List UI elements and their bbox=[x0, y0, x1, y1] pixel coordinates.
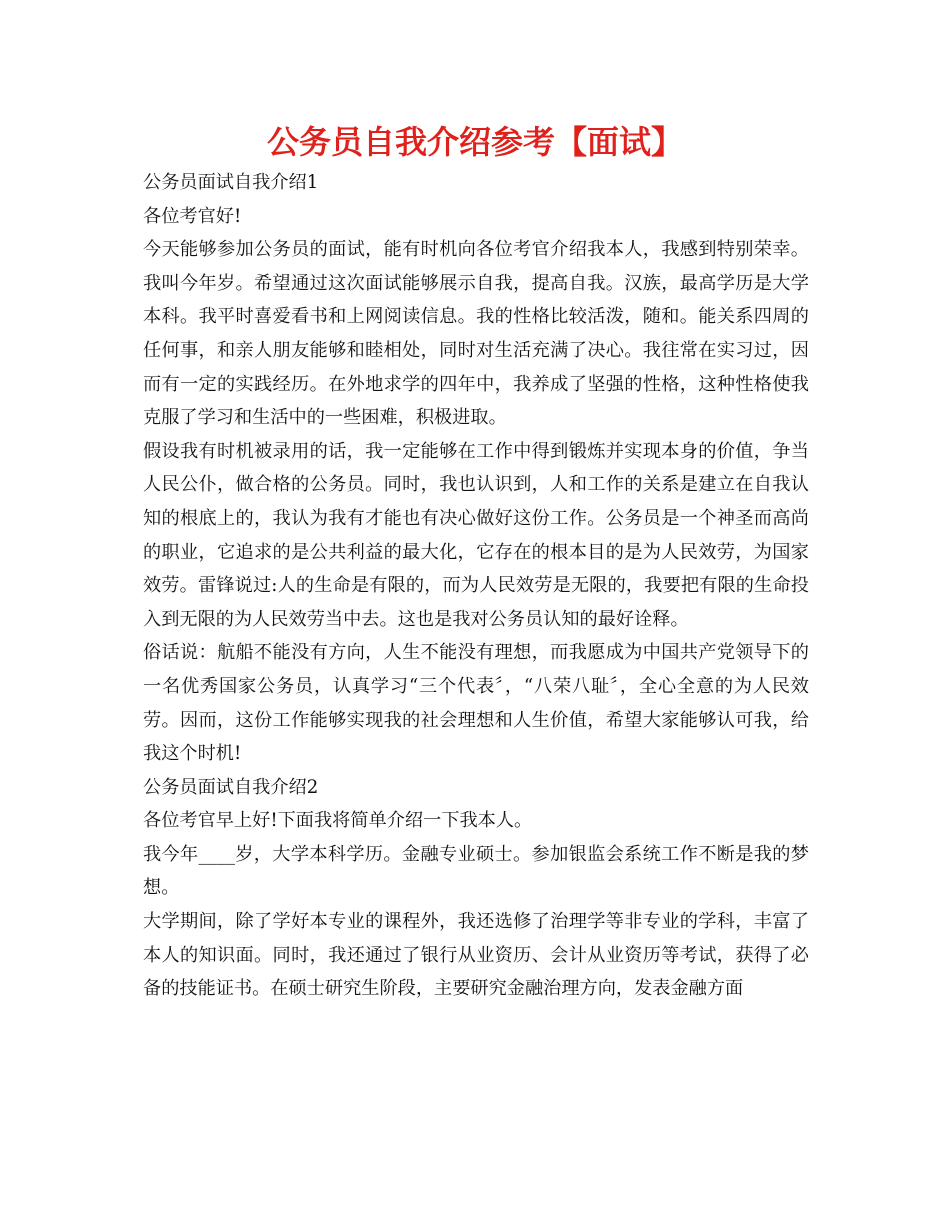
document-body bbox=[143, 166, 809, 1006]
body-paragraph: 大学期间，除了学好本专业的课程外，我还选修了治理学等非专业的学科，丰富了本人的知识面。同时，我还通过了银行从业资历、会计从业资历等考试，获得了必备的技能证书。在硕士研究生阶段，主要研究金融治理方向，发表金融方面 bbox=[143, 911, 809, 1000]
section-heading-1: 公务员面试自我介绍1 bbox=[143, 172, 319, 193]
body-paragraph: 俗话说：航船不能没有方向，人生不能没有理想，而我愿成为中国共产党领导下的一名优秀国家公务员，认真学习“三个代表〞，“八荣八耻〞，全心全意的为人民效劳。因而，这份工作能够实现我的社会理想和人生价值，希望大家能够认可我，给我这个时机! bbox=[143, 642, 809, 765]
document-title: 公务员自我介绍参考【面试】 bbox=[266, 123, 683, 161]
greeting-paragraph: 各位考官早上好!下面我将简单介绍一下我本人。 bbox=[143, 810, 533, 832]
body-paragraph: 我今年____岁，大学本科学历。金融专业硕士。参加银监会系统工作不断是我的梦想。 bbox=[143, 843, 809, 899]
section-heading-2: 公务员面试自我介绍2 bbox=[143, 776, 319, 798]
body-paragraph: 今天能够参加公务员的面试，能有时机向各位考官介绍我本人，我感到特别荣幸。我叫今年岁。希望通过这次面试能够展示自我，提高自我。汉族，最高学历是大学本科。我平时喜爱看书和上网阅读信息。我的性格比较活泼，随和。能关系四周的任何事，和亲人朋友能够和睦相处，同时对生活充满了决心。我往常在实习过，因而有一定的实践经历。在外地求学的四年中，我养成了坚强的性格，这种性格使我克服了学习和生活中的一些困难，积极进取。 bbox=[143, 239, 809, 429]
greeting-paragraph: 各位考官好! bbox=[143, 205, 242, 227]
body-paragraph: 假设我有时机被录用的话，我一定能够在工作中得到锻炼并实现本身的价值，争当人民公仆，做合格的公务员。同时，我也认识到，人和工作的关系是建立在自我认知的根底上的，我认为我有才能也有决心做好这份工作。公务员是一个神圣而高尚的职业，它追求的是公共利益的最大化，它存在的根本目的是为人民效劳，为国家效劳。雷锋说过:人的生命是有限的，而为人民效劳是无限的，我要把有限的生命投入到无限的为人民效劳当中去。这也是我对公务员认知的最好诠释。 bbox=[143, 440, 809, 630]
